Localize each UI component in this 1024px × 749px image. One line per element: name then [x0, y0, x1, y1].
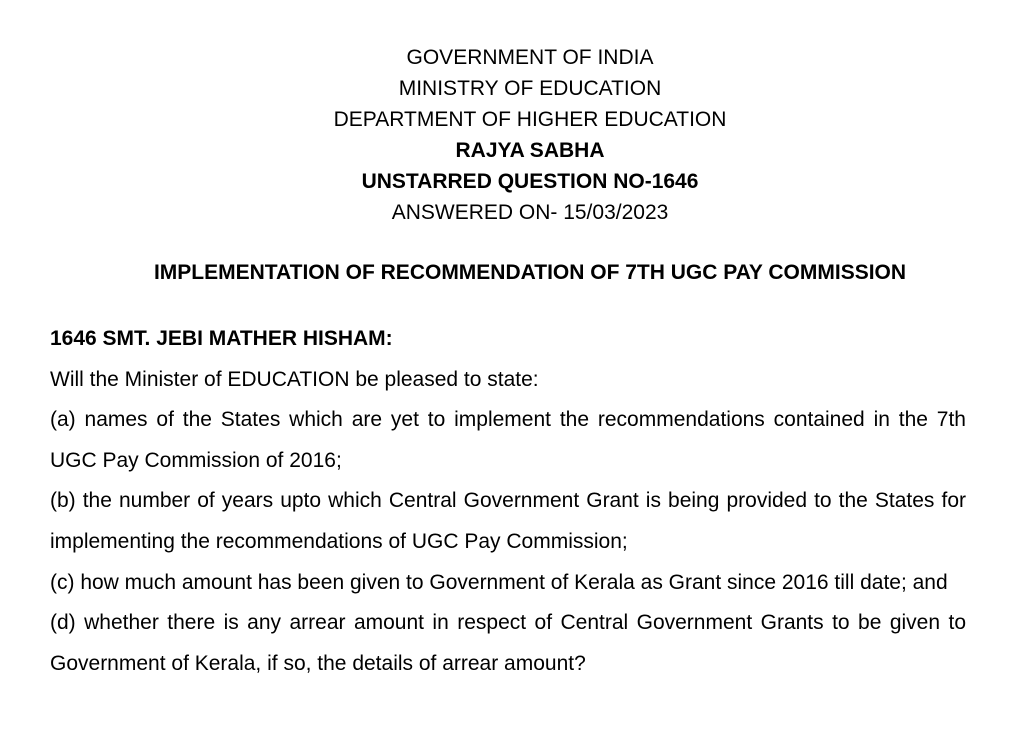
header-department: DEPARTMENT OF HIGHER EDUCATION: [333, 108, 727, 131]
header-ministry: MINISTRY OF EDUCATION: [398, 77, 662, 100]
document-header: [0, 42, 1024, 228]
question-part-c: (c) how much amount has been given to Government of Kerala as Grant since 2016 till date; and: [50, 570, 948, 594]
header-government: GOVERNMENT OF INDIA: [406, 46, 654, 69]
question-part-a: (a) names of the States which are yet to implement the recommendations contained in the 7th UGC Pay Commission of 2016;: [50, 408, 966, 472]
question-intro: Will the Minister of EDUCATION be pleased to state:: [50, 367, 539, 391]
header-question-number: UNSTARRED QUESTION NO-1646: [361, 170, 699, 193]
question-asker: 1646 SMT. JEBI MATHER HISHAM:: [50, 327, 393, 350]
question-part-d: (d) whether there is any arrear amount in respect of Central Government Grants to be given to Government of Kerala, if so, the details of arrear amount?: [50, 611, 966, 675]
header-house: RAJYA SABHA: [455, 139, 605, 162]
question-part-b: (b) the number of years upto which Central Government Grant is being provided to the States for implementing the recommendations of UGC Pay Commission;: [50, 489, 966, 553]
document-title: IMPLEMENTATION OF RECOMMENDATION OF 7TH UGC PAY COMMISSION: [153, 261, 907, 284]
question-body: [50, 319, 966, 684]
header-answered-date: ANSWERED ON- 15/03/2023: [391, 201, 669, 224]
